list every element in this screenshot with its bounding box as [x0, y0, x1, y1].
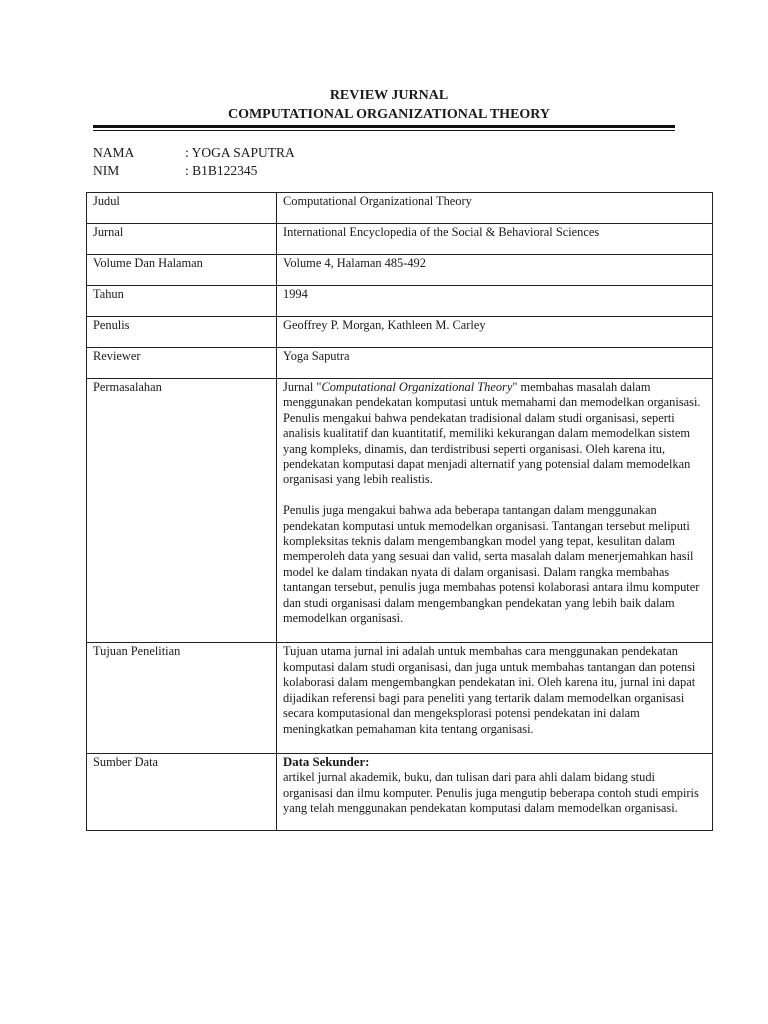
row-label: Volume Dan Halaman — [87, 255, 277, 286]
table-row-tujuan — [87, 643, 713, 753]
row-label: Permasalahan — [87, 379, 277, 643]
row-value — [277, 379, 713, 643]
row-value: Yoga Saputra — [277, 348, 713, 379]
nim-value: : B1B122345 — [185, 163, 258, 178]
row-value: 1994 — [277, 286, 713, 317]
name-line — [93, 144, 295, 162]
row-value: Tujuan utama jurnal ini adalah untuk membahas cara menggunakan pendekatan komputasi dalam studi organisasi, dan juga untuk membahas tantangan dan potensi kolaborasi dalam mengembangkan pendekatan ini. Oleh karena itu, jurnal ini dapat dijadikan referensi bagi para peneliti yang tertarik dalam memodelkan organisasi secara komputasional dan mengeksplorasi potensi pendekatan ini dalam meningkatkan pemahaman kita tentang organisasi. — [277, 643, 713, 753]
row-label: Tahun — [87, 286, 277, 317]
nim-label: NIM — [93, 163, 120, 178]
table-row-permasalahan — [87, 379, 713, 643]
row-label: Tujuan Penelitian — [87, 643, 277, 753]
table-row-volume — [87, 255, 713, 286]
permasalahan-paragraph-1 — [283, 380, 706, 488]
title-line-2: COMPUTATIONAL ORGANIZATIONAL THEORY — [227, 107, 551, 122]
name-value: : YOGA SAPUTRA — [185, 145, 295, 160]
row-label: Sumber Data — [87, 753, 277, 830]
title-underline-thin — [93, 130, 675, 131]
row-label: Penulis — [87, 317, 277, 348]
row-label: Jurnal — [87, 224, 277, 255]
row-value: Geoffrey P. Morgan, Kathleen M. Carley — [277, 317, 713, 348]
nim-line — [93, 162, 257, 180]
table-row-penulis — [87, 317, 713, 348]
row-label: Reviewer — [87, 348, 277, 379]
journal-title-italic: Computational Organizational Theory — [321, 380, 513, 394]
table-row-jurnal — [87, 224, 713, 255]
quote-open: Jurnal " — [283, 380, 322, 394]
table-row-judul — [87, 193, 713, 224]
paragraph-text: " membahas masalah dalam menggunakan pendekatan komputasi untuk memahami dan memodelkan organisasi. Penulis mengakui bahwa pendekatan tradisional dalam studi organisasi, seperti analisis kualitatif dan kuantitatif, memiliki kekurangan dalam memodelkan sistem yang kompleks, dinamis, dan terdistribusi seperti organisasi. Oleh karena itu, pendekatan komputasi dapat menjadi alternatif yang potensial dalam memodelkan organisasi yang lebih realistis. — [283, 380, 701, 487]
title-line-1: REVIEW JURNAL — [329, 88, 449, 103]
name-label: NAMA — [93, 145, 135, 160]
row-value: Volume 4, Halaman 485-492 — [277, 255, 713, 286]
review-table — [86, 192, 713, 831]
table-row-tahun — [87, 286, 713, 317]
document-title — [0, 86, 768, 124]
table-row-sumber — [87, 753, 713, 830]
table-row-reviewer — [87, 348, 713, 379]
row-value: International Encyclopedia of the Social & Behavioral Sciences — [277, 224, 713, 255]
row-value: Computational Organizational Theory — [277, 193, 713, 224]
row-value — [277, 753, 713, 830]
title-underline-thick — [93, 125, 675, 128]
sumber-text: artikel jurnal akademik, buku, dan tulisan dari para ahli dalam bidang studi organisasi dan ilmu komputer. Penulis juga mengutip beberapa contoh studi empiris yang telah menggunakan pendekatan komputasi dalam memodelkan organisasi. — [283, 770, 699, 816]
sumber-heading: Data Sekunder: — [283, 754, 370, 769]
row-label: Judul — [87, 193, 277, 224]
permasalahan-paragraph-2: Penulis juga mengakui bahwa ada beberapa tantangan dalam menggunakan pendekatan komputasi untuk memodelkan organisasi. Tantangan tersebut meliputi kompleksitas teknis dalam mengembangkan model yang tepat, kesulitan dalam memperoleh data yang sesuai dan valid, serta masalah dalam menerjemahkan hasil model ke dalam tindakan nyata di dalam organisasi. Dalam rangka membahas tantangan tersebut, penulis juga membahas potensi kolaborasi antara ilmu komputer dan studi organisasi dalam mengembangkan pendekatan yang lebih baik dalam memodelkan organisasi. — [283, 503, 700, 626]
